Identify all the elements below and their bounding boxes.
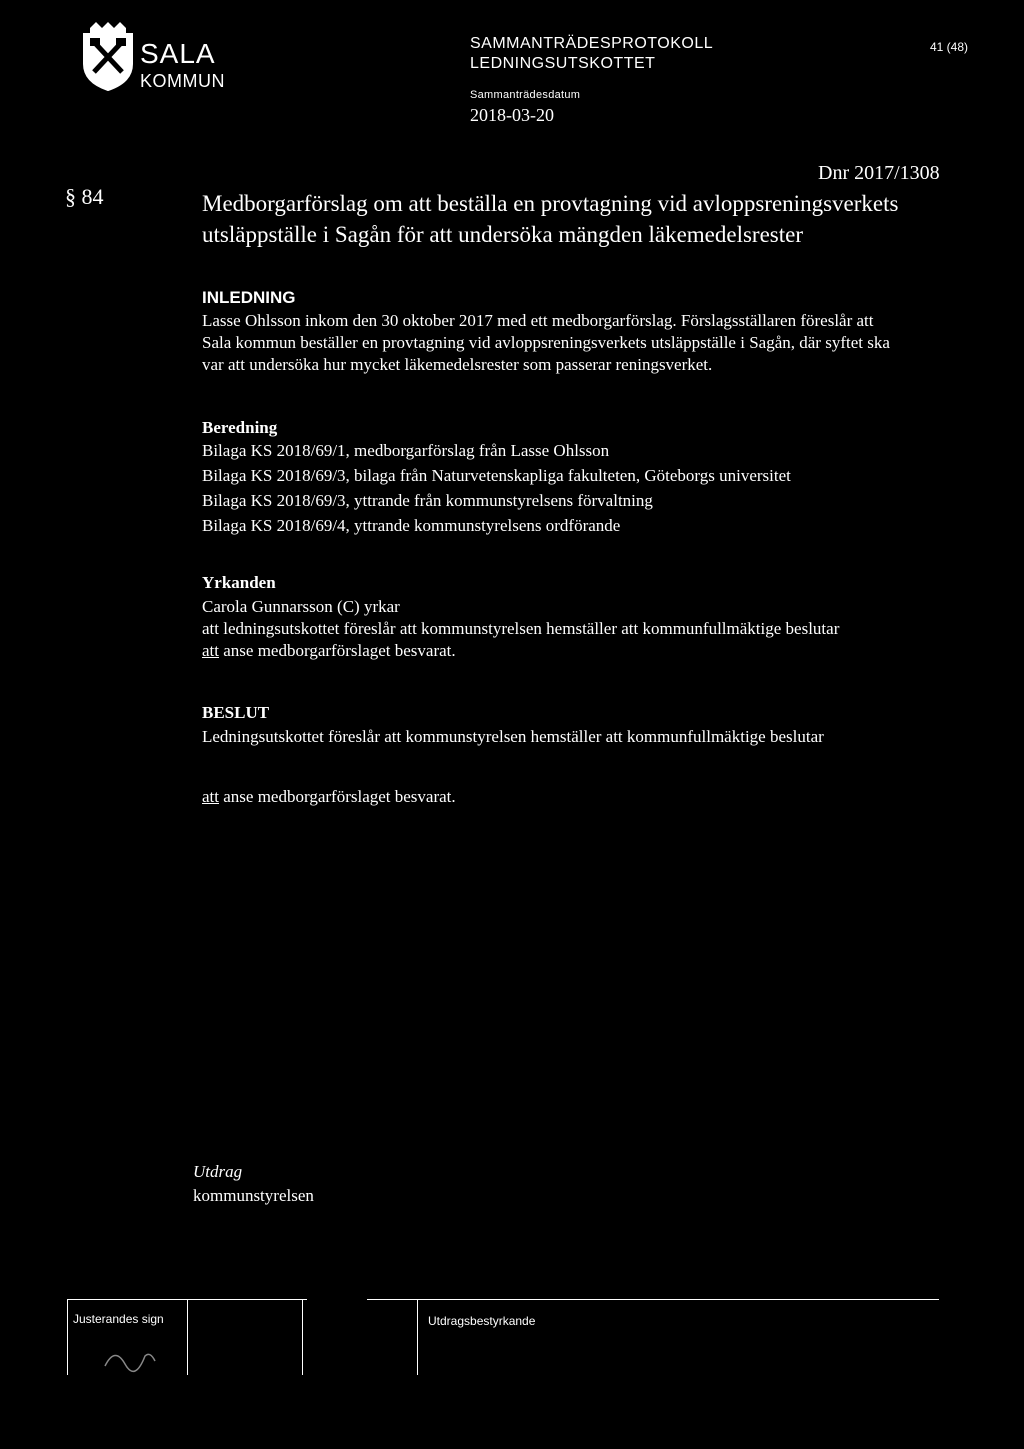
yrkanden-text (202, 596, 902, 662)
att-clause: anse medborgarförslaget besvarat. (219, 787, 456, 806)
attachment-list (202, 440, 902, 540)
inledning-heading: INLEDNING (202, 288, 296, 307)
attachment-item: Bilaga KS 2018/69/3, yttrande från kommunstyrelsens förvaltning (202, 491, 653, 510)
brand-name: SALA (140, 38, 216, 69)
meeting-date: 2018-03-20 (470, 105, 554, 125)
attachment-item: Bilaga KS 2018/69/3, bilaga från Naturvetenskapliga fakulteten, Göteborgs universitet (202, 466, 791, 485)
sala-coat-of-arms-logo (80, 20, 136, 92)
yrkanden-att-line (202, 640, 902, 662)
paragraph-number: § 84 (65, 184, 104, 209)
yrkanden-line: Carola Gunnarsson (C) yrkar (202, 597, 400, 616)
yrkanden-line: att ledningsutskottet föreslår att kommunstyrelsen hemställer att kommunfullmäktige beslutar (202, 619, 840, 638)
signature-label: Justerandes sign (73, 1312, 164, 1326)
att-clause: anse medborgarförslaget besvarat. (219, 641, 456, 660)
extract-certification-label: Utdragsbestyrkande (428, 1314, 536, 1328)
brand (140, 40, 225, 90)
signature-table (67, 1299, 939, 1369)
extract-label: Utdrag (193, 1162, 243, 1181)
inledning-text: Lasse Ohlsson inkom den 30 oktober 2017 med ett medborgarförslag. Förslagsställaren föreslår att Sala kommun beställer en provtagning vid avloppsreningsverkets utsläppställe i Sagån, där syftet ska var att undersöka hur mycket läkemedelsrester som passerar reningsverket. (202, 311, 890, 374)
section-heading: Medborgarförslag om att beställa en provtagning vid avloppsreningsverkets utsläppställe i Sagån för att undersöka mängden läkemedelsrester (202, 191, 899, 247)
att-word: att (202, 641, 219, 660)
attachment-item: Bilaga KS 2018/69/1, medborgarförslag från Lasse Ohlsson (202, 441, 610, 460)
committee-name: LEDNINGSUTSKOTTET (470, 55, 656, 72)
beslut-heading: BESLUT (202, 703, 270, 722)
meeting-date-label: Sammanträdesdatum (470, 89, 581, 101)
brand-sub: KOMMUN (140, 71, 225, 91)
document-header (470, 34, 713, 74)
att-word: att (202, 787, 219, 806)
case-number: Dnr 2017/1308 (818, 162, 940, 184)
beslut-att-line (202, 786, 902, 808)
document-type: SAMMANTRÄDESPROTOKOLL (470, 35, 714, 52)
beredning-heading: Beredning (202, 418, 278, 437)
extract-recipient: kommunstyrelsen (193, 1186, 314, 1205)
extract-recipients (193, 1160, 314, 1208)
beslut-text: Ledningsutskottet föreslår att kommunstyrelsen hemställer att kommunfullmäktige beslutar (202, 727, 824, 746)
initials-signature (100, 1336, 160, 1376)
attachment-item: Bilaga KS 2018/69/4, yttrande kommunstyrelsens ordförande (202, 516, 621, 535)
page-number: 41 (48) (930, 40, 969, 54)
yrkanden-heading: Yrkanden (202, 573, 276, 592)
